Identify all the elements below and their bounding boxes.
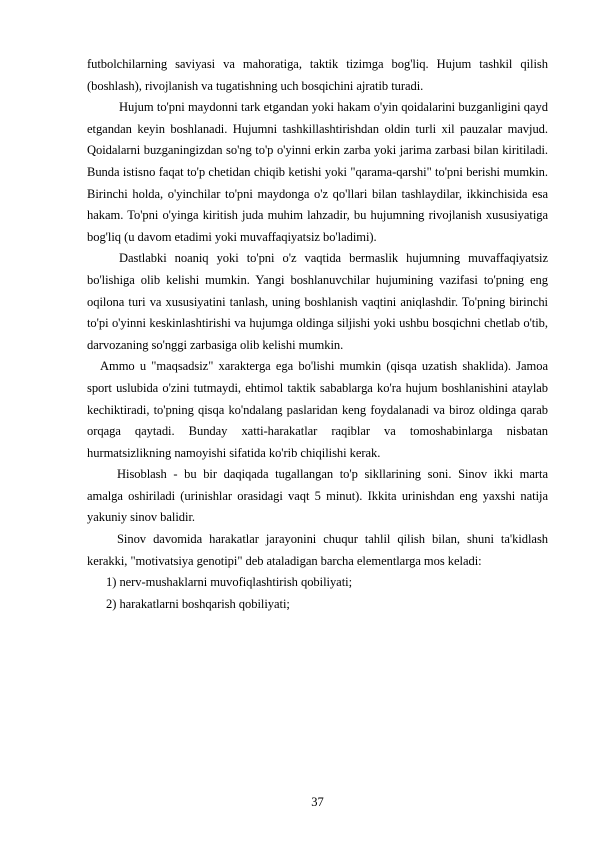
paragraph: Sinov davomida harakatlar jarayonini chuqur tahlil qilish bilan, shuni ta'kidlash kerakki, "motivatsiya genotipi" deb ataladigan barcha elementlarga mos keladi:: [87, 532, 548, 568]
page-body: [87, 54, 548, 615]
paragraph: Hujum to'pni maydonni tark etgandan yoki hakam o'yin qoidalarini buzganligini qayd etgandan keyin boshlanadi. Hujumni tashkillashtirishdan oldin turli xil pauzalar mavjud. Qoidalarni buzganingizdan so'ng to'p o'yinni erkin zarba yoki jarima zarbasi bilan kiritiladi. Bunda istisno faqat to'p chetidan chiqib ketishi yoki "qarama-qarshi" to'pni berishi mumkin. Birinchi holda, o'yinchilar to'pni maydonga o'z qo'llari bilan tashlaydilar, ikkinchisida esa hakam. To'pni o'yinga kiritish juda muhim lahzadir, bu hujumning rivojlanish xususiyatiga bog'liq (u davom etadimi yoki muvaffaqiyatsiz bo'ladimi).: [87, 100, 548, 244]
paragraph: Dastlabki noaniq yoki to'pni o'z vaqtida bermaslik hujumning muvaffaqiyatsiz bo'lishiga olib kelishi mumkin. Yangi boshlanuvchilar hujumining vazifasi to'pning eng oqilona turi va xususiyatini tanlash, uning boshlanish vaqtini aniqlashdir. To'pning birinchi to'pi o'yinni keskinlashtirishi va hujumga oldinga siljishi yoki ushbu bosqichni chetlab o'tib, darvozaning so'nggi zarbasiga olib kelishi mumkin.: [87, 251, 548, 352]
list-item: 1) nerv-mushaklarni muvofiqlashtirish qobiliyati;: [106, 575, 353, 590]
page-number: 37: [311, 795, 324, 809]
paragraph: Hisoblash - bu bir daqiqada tugallangan to'p sikllarining soni. Sinov ikki marta amalga oshiriladi (urinishlar orasidagi vaqt 5 minut). Ikkita urinishdan eng yaxshi natija yakuniy sinov balidir.: [87, 467, 548, 525]
paragraph: Ammo u "maqsadsiz" xarakterga ega bo'lishi mumkin (qisqa uzatish shaklida). Jamoa sport uslubida o'zini tutmaydi, ehtimol taktik sabablarga ko'ra hujum boshlanishini ataylab kechiktiradi, to'pning qisqa ko'ndalang paslaridan keng foydalanadi va biroz oldinga qarab orqaga qaytadi. Bunday xatti-harakatlar raqiblar va tomoshabinlarga nisbatan hurmatsizlikning namoyishi sifatida ko'rib chiqilishi kerak.: [87, 359, 548, 460]
list-item: 2) harakatlarni boshqarish qobiliyati;: [106, 596, 290, 611]
paragraph: futbolchilarning saviyasi va mahoratiga, taktik tizimga bog'liq. Hujum tashkil qilish (boshlash), rivojlanish va tugatishning uch bosqichini ajratib turadi.: [87, 57, 548, 93]
